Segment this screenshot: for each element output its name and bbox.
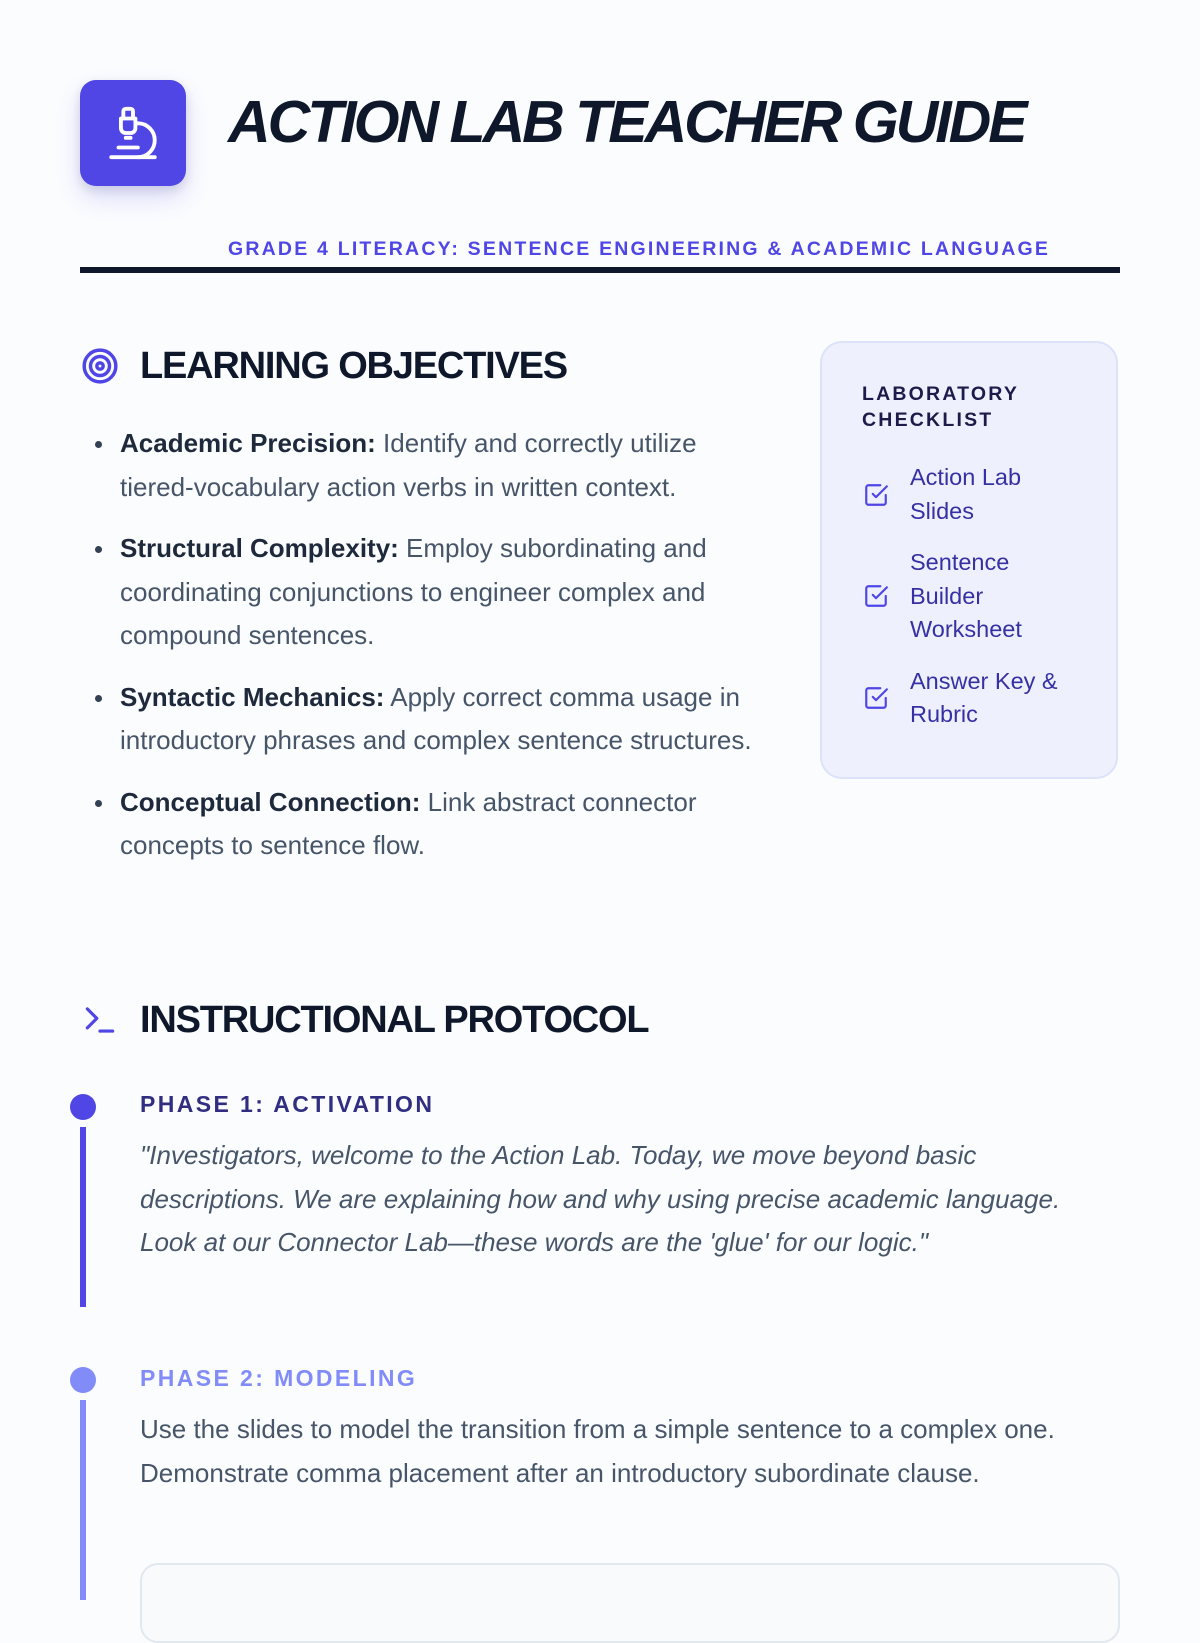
check-square-icon xyxy=(862,582,890,610)
phase-example-card xyxy=(140,1563,1120,1643)
page-subtitle: GRADE 4 LITERACY: SENTENCE ENGINEERING & ACADEMIC LANGUAGE xyxy=(228,238,1051,260)
phase-label: PHASE 1: ACTIVATION xyxy=(140,1091,435,1117)
header-divider xyxy=(80,267,1120,273)
logo-badge xyxy=(80,80,186,186)
laboratory-checklist-card xyxy=(820,341,1118,779)
checklist-label: Answer Key & Rubric xyxy=(910,667,1058,727)
objective-text: Identify and correctly utilize tiered-vocabulary action verbs in written context. xyxy=(120,428,697,502)
phase-label: PHASE 2: MODELING xyxy=(140,1365,418,1391)
page-title: ACTION LAB TEACHER GUIDE xyxy=(228,89,1025,155)
check-square-icon xyxy=(862,684,890,712)
timeline-line xyxy=(80,1400,86,1600)
protocol-section-heading xyxy=(80,998,648,1042)
checklist-title: LABORATORY CHECKLIST xyxy=(862,383,1019,431)
checklist-label: Action Lab Slides xyxy=(910,464,1022,524)
timeline-dot xyxy=(70,1367,96,1393)
objective-term: Syntactic Mechanics: xyxy=(120,681,385,712)
timeline-line xyxy=(80,1127,86,1307)
objective-item xyxy=(120,527,760,658)
document-header xyxy=(80,80,1120,260)
timeline-dot xyxy=(70,1094,96,1120)
microscope-icon xyxy=(104,102,162,164)
checklist-label: Sentence Builder Worksheet xyxy=(910,549,1022,642)
checklist-item-worksheet[interactable] xyxy=(862,546,1086,647)
checklist-item-slides[interactable] xyxy=(862,461,1086,528)
objective-item xyxy=(120,422,760,509)
target-icon xyxy=(80,346,120,386)
objectives-heading-text: LEARNING OBJECTIVES xyxy=(140,345,567,387)
objective-item xyxy=(120,781,760,868)
phase-description: Use the slides to model the transition from a simple sentence to a complex one. Demonstrate comma placement after an introductory subordinate clause. xyxy=(140,1414,1055,1488)
objective-term: Structural Complexity: xyxy=(120,533,399,563)
objective-text: Employ subordinating and coordinating conjunctions to engineer complex and compound sentences. xyxy=(120,533,707,650)
objective-text: Apply correct comma usage in introductory phrases and complex sentence structures. xyxy=(120,681,752,755)
protocol-heading-text: INSTRUCTIONAL PROTOCOL xyxy=(140,999,649,1041)
terminal-icon xyxy=(80,1000,120,1040)
objective-item xyxy=(120,676,760,763)
objectives-list xyxy=(120,422,760,886)
phase-script-quote: "Investigators, welcome to the Action Lab. Today, we move beyond basic descriptions. We are explaining how and why using precise academic language. Look at our Connector Lab—these words are the 'glue' for our logic." xyxy=(140,1140,1061,1257)
checklist-list xyxy=(862,461,1086,732)
objective-term: Academic Precision: xyxy=(120,428,376,458)
objective-text: Link abstract connector concepts to sentence flow. xyxy=(120,786,697,860)
checklist-item-answer-key[interactable] xyxy=(862,665,1086,732)
objectives-section-heading xyxy=(80,344,567,388)
check-square-icon xyxy=(862,481,890,509)
objective-term: Conceptual Connection: xyxy=(120,786,421,817)
